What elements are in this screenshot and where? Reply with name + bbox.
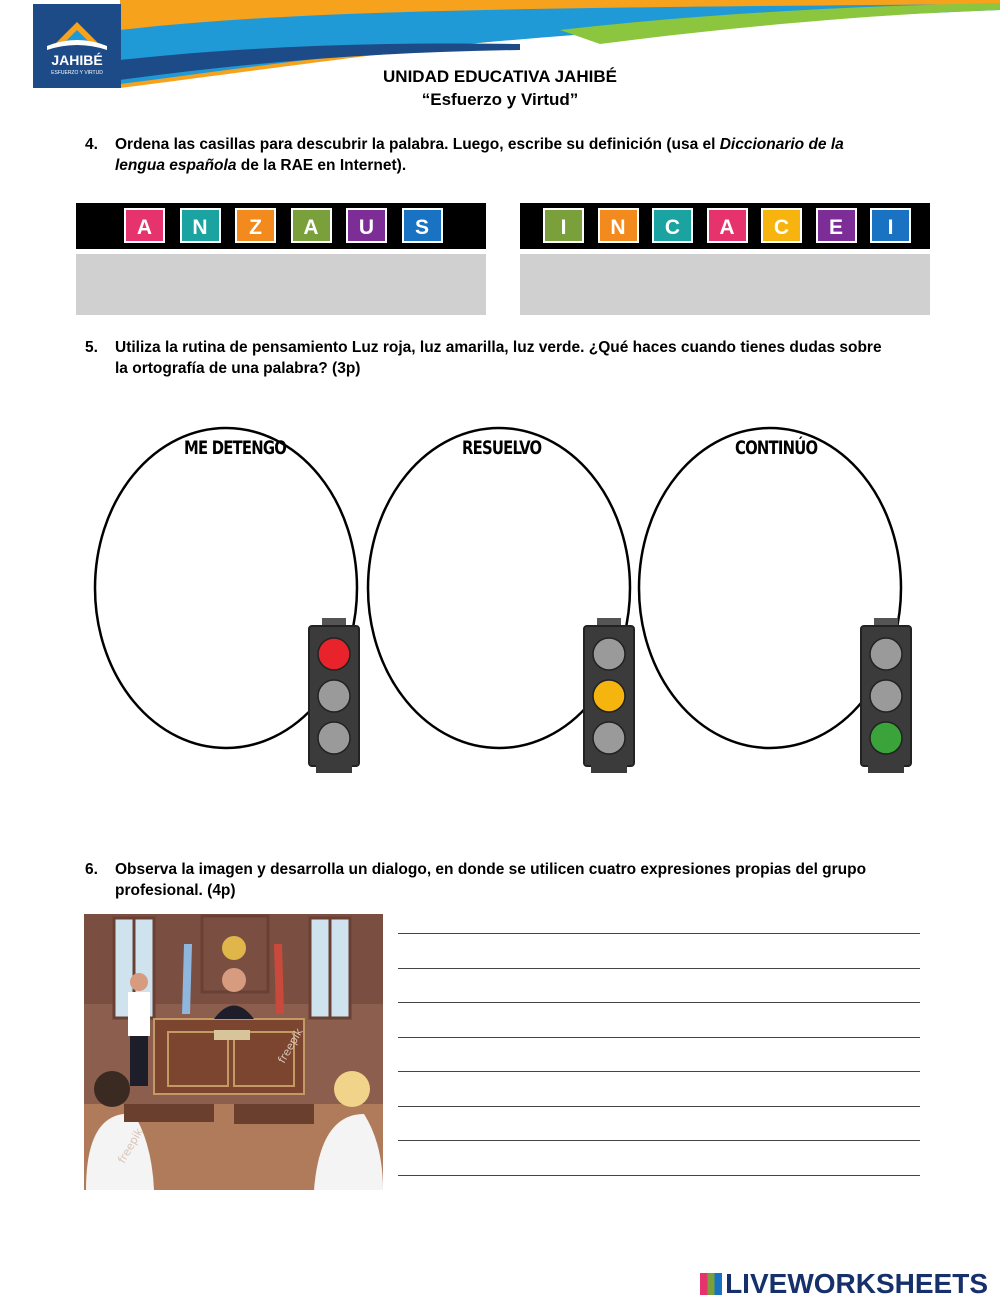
watermark: freepik xyxy=(115,1125,146,1166)
letter-tile[interactable]: I xyxy=(543,208,584,243)
letter-tile[interactable]: E xyxy=(816,208,857,243)
question-4 xyxy=(85,134,895,176)
green-light xyxy=(870,722,902,754)
question-text-italic: Diccionario de la lengua española xyxy=(115,136,844,174)
answer-box-2[interactable] xyxy=(520,254,930,315)
answer-line[interactable] xyxy=(398,1037,920,1038)
question-number: 6. xyxy=(85,861,98,878)
logo-subtitle: ESFUERZO Y VIRTUD xyxy=(51,70,103,76)
letter-bar xyxy=(520,203,930,249)
letter-tile[interactable]: A xyxy=(707,208,748,243)
question-6 xyxy=(85,859,895,901)
question-5 xyxy=(85,337,895,379)
letter-tile[interactable]: A xyxy=(291,208,332,243)
answer-box-1[interactable] xyxy=(76,254,486,315)
answer-line[interactable] xyxy=(398,933,920,934)
brand-text: LIVEWORKSHEETS xyxy=(725,1268,988,1299)
question-text xyxy=(115,134,895,176)
letter-tile[interactable]: N xyxy=(598,208,639,243)
green-light xyxy=(318,722,350,754)
courtroom-illustration xyxy=(84,914,383,1190)
letter-tile[interactable]: U xyxy=(346,208,387,243)
yellow-light xyxy=(593,680,625,712)
circle-title-3: CONTINÚO xyxy=(735,437,818,459)
letter-panel-1 xyxy=(76,203,486,315)
school-motto: “Esfuerzo y Virtud” xyxy=(421,90,579,109)
letter-tile[interactable]: A xyxy=(124,208,165,243)
answer-line[interactable] xyxy=(398,968,920,969)
letter-tile[interactable]: Z xyxy=(235,208,276,243)
traffic-light-icon xyxy=(861,618,911,773)
red-light xyxy=(593,638,625,670)
question-text-part2: de la RAE en Internet). xyxy=(236,157,407,174)
school-name: UNIDAD EDUCATIVA JAHIBÉ xyxy=(383,67,617,86)
letter-bar xyxy=(76,203,486,249)
logo-text: JAHIBÉ xyxy=(51,52,103,68)
circle-title-1: ME DETENGO xyxy=(184,437,287,459)
yellow-light xyxy=(318,680,350,712)
answer-line[interactable] xyxy=(398,1140,920,1141)
letter-panel-2 xyxy=(520,203,930,315)
liveworksheets-brand xyxy=(700,1268,988,1300)
letter-tile[interactable]: N xyxy=(180,208,221,243)
question-number: 5. xyxy=(85,339,98,356)
question-number: 4. xyxy=(85,136,98,153)
circle-title-2: RESUELVO xyxy=(462,437,542,459)
letter-tile[interactable]: C xyxy=(652,208,693,243)
letter-tile[interactable]: C xyxy=(761,208,802,243)
answer-line[interactable] xyxy=(398,1002,920,1003)
red-light xyxy=(318,638,350,670)
watermark: freepik xyxy=(275,1025,306,1066)
letter-tile[interactable]: S xyxy=(402,208,443,243)
question-text-part1: Ordena las casillas para descubrir la palabra. Luego, escribe su definición (usa el xyxy=(115,136,720,153)
green-light xyxy=(593,722,625,754)
answer-line[interactable] xyxy=(398,1106,920,1107)
answer-line[interactable] xyxy=(398,1071,920,1072)
question-text: Utiliza la rutina de pensamiento Luz roja, luz amarilla, luz verde. ¿Qué haces cuando tienes dudas sobre la ortografía de una palabra? (3p) xyxy=(115,339,882,377)
yellow-light xyxy=(870,680,902,712)
letter-tile[interactable]: I xyxy=(870,208,911,243)
traffic-light-icon xyxy=(309,618,359,773)
question-text: Observa la imagen y desarrolla un dialogo, en donde se utilicen cuatro expresiones propias del grupo profesional. (4p) xyxy=(115,861,867,899)
answer-line[interactable] xyxy=(398,1175,920,1176)
liveworksheets-logo-icon xyxy=(700,1273,722,1295)
red-light xyxy=(870,638,902,670)
logo-emblem-icon xyxy=(33,4,121,54)
traffic-light-icon xyxy=(584,618,634,773)
